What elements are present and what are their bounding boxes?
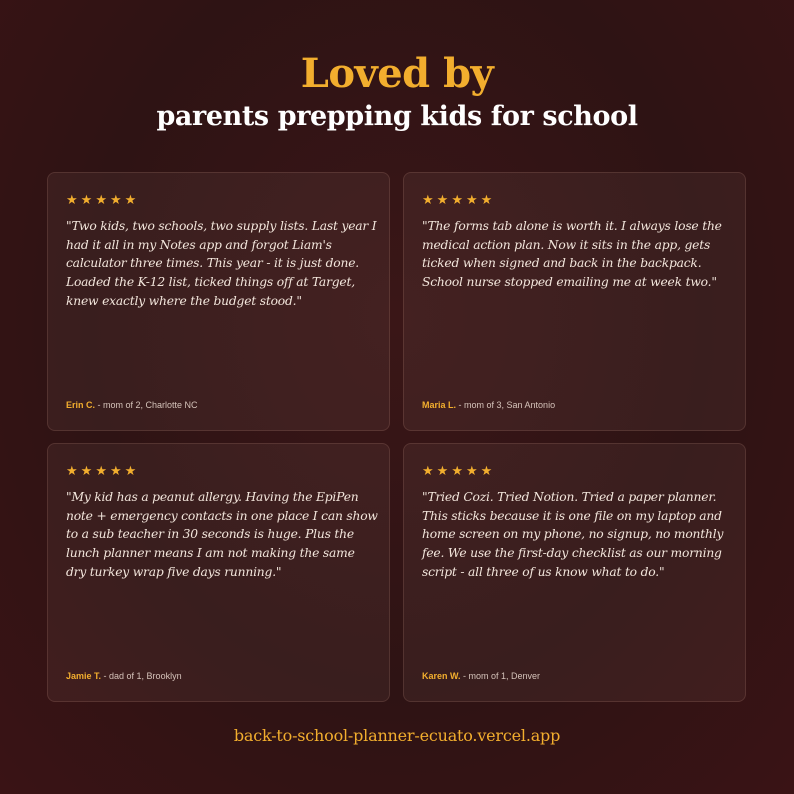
- star-icon: ★: [422, 193, 434, 208]
- star-rating: [422, 193, 492, 209]
- author-name: Jamie T.: [66, 671, 102, 681]
- testimonial-card: [47, 443, 390, 702]
- star-icon: ★: [80, 193, 93, 208]
- star-rating: [66, 464, 136, 480]
- star-icon: ★: [480, 464, 493, 479]
- testimonial-quote: "Two kids, two schools, two supply lists. Last year I had it all in my Notes app and forgot Liam's calculator three times. This year - it is just done. Loaded the K-12 list, ticked things off at Target, knew exactly where the budget stood.": [66, 219, 377, 308]
- star-icon: ★: [66, 464, 78, 479]
- star-icon: ★: [66, 193, 78, 208]
- testimonial-author: [422, 670, 540, 682]
- star-icon: ★: [80, 464, 93, 479]
- star-icon: ★: [95, 193, 107, 208]
- testimonial-author: [422, 399, 555, 411]
- testimonial-quote: "Tried Cozi. Tried Notion. Tried a paper planner. This sticks because it is one file on my laptop and home screen on my phone, no signup, no monthly fee. We use the first-day checklist as our morning script - all three of us know what to do.": [422, 490, 724, 579]
- headline: Loved by: [300, 50, 494, 97]
- author-name: Maria L.: [422, 400, 457, 410]
- star-icon: ★: [124, 193, 137, 208]
- star-icon: ★: [451, 193, 463, 208]
- author-detail: - mom of 3, San Antonio: [456, 400, 556, 410]
- author-detail: - mom of 1, Denver: [460, 671, 541, 681]
- author-name: Erin C.: [66, 400, 96, 410]
- testimonial-card: [403, 443, 746, 702]
- testimonial-card: [47, 172, 390, 431]
- star-icon: ★: [465, 464, 478, 479]
- author-detail: - dad of 1, Brooklyn: [101, 671, 182, 681]
- star-icon: ★: [436, 193, 449, 208]
- testimonial-author: [66, 399, 198, 411]
- testimonial-quote: "The forms tab alone is worth it. I always lose the medical action plan. Now it sits in the app, gets ticked when signed and back in the backpack. School nurse stopped emailing me at week two.": [422, 219, 722, 290]
- star-rating: [66, 193, 136, 209]
- testimonial-author: [66, 670, 182, 682]
- star-icon: ★: [451, 464, 463, 479]
- footer-url: back-to-school-planner-ecuato.vercel.app: [233, 726, 561, 745]
- author-detail: - mom of 2, Charlotte NC: [95, 400, 198, 410]
- subheadline: parents prepping kids for school: [156, 101, 638, 132]
- star-icon: ★: [109, 193, 122, 208]
- star-icon: ★: [436, 464, 449, 479]
- star-rating: [422, 464, 492, 480]
- star-icon: ★: [124, 464, 137, 479]
- testimonial-card: [403, 172, 746, 431]
- star-icon: ★: [109, 464, 122, 479]
- star-icon: ★: [465, 193, 478, 208]
- author-name: Karen W.: [422, 671, 461, 681]
- star-icon: ★: [422, 464, 434, 479]
- star-icon: ★: [480, 193, 493, 208]
- star-icon: ★: [95, 464, 107, 479]
- testimonial-quote: "My kid has a peanut allergy. Having the EpiPen note + emergency contacts in one place I can show to a sub teacher in 30 seconds is huge. Plus the lunch planner means I am not making the same dry turkey wrap five days running.": [66, 490, 378, 579]
